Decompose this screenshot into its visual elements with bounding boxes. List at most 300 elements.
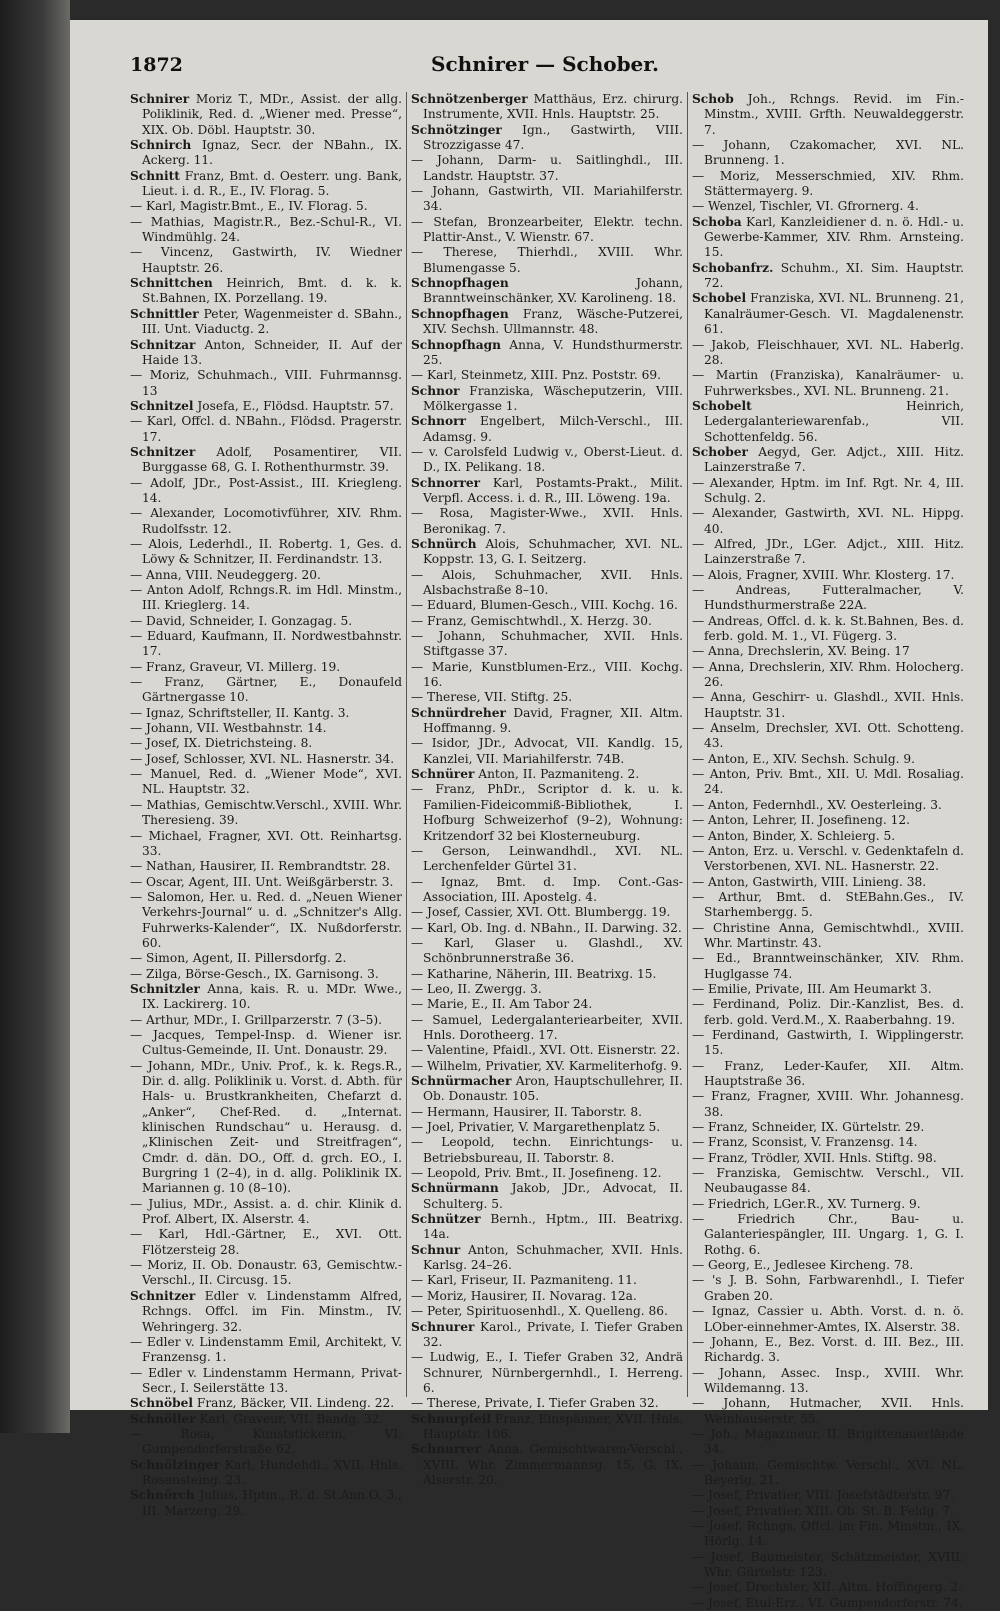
directory-entry (411, 1289, 683, 1304)
entry-text: — Christine Anna, Gemischtwhdl., XVIII. Whr. Martinstr. 43. (692, 920, 964, 950)
directory-entry (411, 368, 683, 383)
directory-entry (130, 798, 402, 829)
entry-text: — Anton, E., XIV. Sechsh. Schulg. 9. (692, 751, 916, 766)
entry-text: — Josef, Baumeister, Schätzmeister, XVIII. Whr. Gürtelstr. 123. (692, 1549, 964, 1579)
directory-entry (130, 1396, 402, 1411)
entry-surname: Schnirch (130, 138, 192, 153)
entry-text: — Anton, Erz. u. Verschl. v. Gedenktafeln d. Verstorbenen, XVI. NL. Hasnerstr. 22. (692, 843, 964, 874)
entry-text: — Oscar, Agent, III. Unt. Weißgärberstr. 3. (130, 874, 394, 889)
entry-surname: Schnorr (411, 414, 466, 429)
entry-text: — David, Schneider, I. Gonzagag. 5. (130, 613, 353, 628)
directory-entry (411, 1059, 683, 1074)
entry-text: — Wilhelm, Privatier, XV. Karmeliterhofg. 9. (411, 1058, 683, 1073)
entry-text: — Hermann, Hausirer, II. Taborstr. 8. (411, 1104, 642, 1119)
directory-entry (411, 445, 683, 476)
directory-entry (692, 476, 964, 507)
directory-entry (411, 245, 683, 276)
directory-entry (692, 1151, 964, 1166)
directory-entry (411, 936, 683, 967)
directory-entry (411, 1105, 683, 1120)
directory-entry (411, 92, 683, 123)
entry-text: — Franz, Trödler, XVII. Hnls. Stiftg. 98. (692, 1150, 937, 1165)
entry-text: — Joh., Magazineur, II. Brigittenauerlände 34. (692, 1426, 964, 1457)
entry-text: — Karl, Offcl. d. NBahn., Flödsd. Pragerstr. 17. (130, 414, 402, 444)
directory-entry (130, 445, 402, 476)
directory-entry (411, 215, 683, 246)
entry-text: Aron, Hauptschullehrer, II. Ob. Donaustr. 105. (423, 1074, 683, 1104)
directory-entry (130, 982, 402, 1013)
directory-entry (411, 1212, 683, 1243)
entry-text: Heinrich, Bmt. d. k. k. St.Bahnen, IX. Porzellang. 19. (142, 276, 403, 306)
entry-surname: Schnürmann (411, 1181, 499, 1196)
entry-surname: Schnorrer (411, 475, 481, 490)
entry-text: — Anton, Lehrer, II. Josefineng. 12. (692, 813, 911, 828)
book-spine-shadow (0, 0, 70, 1433)
entry-text: — Josef, Cassier, XVI. Ott. Blumbergg. 19. (411, 905, 671, 920)
directory-entry (130, 890, 402, 951)
entry-surname: Schnittchen (130, 276, 213, 291)
entry-text: Franz, Bmt. d. Oesterr. ung. Bank, Lieut. i. d. R., E., IV. Florag. 5. (142, 168, 403, 199)
entry-text: — Arthur, MDr., I. Grillparzerstr. 7 (3–5). (130, 1012, 383, 1027)
directory-entry (692, 537, 964, 568)
entry-text: — Anton, Gastwirth, VIII. Linieng. 38. (692, 874, 927, 889)
entry-text: — Johann, Gastwirth, VII. Mariahilferstr. 34. (411, 184, 683, 214)
directory-entry (692, 875, 964, 890)
directory-entry (411, 307, 683, 338)
directory-entry (692, 1258, 964, 1273)
entry-text: — Marie, E., II. Am Tabor 24. (411, 997, 593, 1012)
entry-text: — Franz, Leder-Kaufer, XII. Altm. Hauptstraße 36. (692, 1058, 964, 1088)
column-3 (692, 92, 965, 1610)
entry-text: — Edler v. Lindenstamm Emil, Architekt, V. Franzensg. 1. (130, 1334, 402, 1365)
directory-entry (411, 338, 683, 369)
directory-entry (692, 1335, 964, 1366)
entry-text: — Rosa, Kunststickerin, VI. Gumpendorferstraße 62. (130, 1426, 402, 1457)
directory-entry (411, 629, 683, 660)
entry-text: — Rosa, Magister-Wwe., XVII. Hnls. Beronikag. 7. (411, 506, 683, 536)
directory-entry (130, 1412, 402, 1427)
directory-entry (692, 291, 964, 337)
entry-surname: Schnölzinger (130, 1457, 220, 1472)
entry-text: — Mathias, Magistr.R., Bez.-Schul-R., VI. Windmühlg. 24. (130, 214, 402, 245)
entry-surname: Schnürch (411, 536, 477, 551)
directory-entry (411, 276, 683, 307)
directory-entry (692, 829, 964, 844)
entry-text: — Isidor, JDr., Advocat, VII. Kandlg. 15, Kanzlei, VII. Mariahilferstr. 74B. (411, 736, 683, 766)
directory-entry (130, 307, 402, 338)
entry-text: Heinrich, Ledergalanteriewarenfab., VII. Schottenfeldg. 56. (704, 398, 964, 444)
directory-entry (692, 921, 964, 952)
entry-text: — Franziska, Gemischtw. Verschl., VII. Neubaugasse 84. (692, 1166, 964, 1196)
entry-text: — Michael, Fragner, XVI. Ott. Reinhartsg. 33. (130, 828, 402, 858)
directory-entry (692, 1580, 964, 1595)
entry-text: — Friedrich, LGer.R., XV. Turnerg. 9. (692, 1196, 921, 1211)
directory-entry (692, 199, 964, 214)
entry-text: — Anna, Drechslerin, XIV. Rhm. Holocherg. 26. (692, 659, 964, 690)
entry-text: Edler v. Lindenstamm Alfred, Rchngs. Offcl. im Fin. Minstm., IV. Wehringerg. 32. (142, 1288, 403, 1334)
entry-text: — Stefan, Bronzearbeiter, Elektr. techn. Plattir-Anst., V. Wienstr. 67. (411, 214, 683, 245)
entry-text: — Adolf, JDr., Post-Assist., III. Kriegleng. 14. (130, 475, 402, 505)
entry-surname: Schnürer (411, 767, 475, 782)
entry-text: Julius, Hptm., R. d. St.Ann.O. 3., III. Marzerg. 29. (142, 1488, 403, 1518)
directory-entry (130, 1366, 402, 1397)
entry-text: — Franz, Gemischtwhdl., X. Herzg. 30. (411, 613, 652, 628)
entry-text: — Alfred, JDr., LGer. Adjct., XIII. Hitz. Lainzerstraße 7. (692, 536, 964, 567)
entry-text: — Leopold, Priv. Bmt., II. Josefineng. 12. (411, 1166, 662, 1181)
directory-entry (692, 568, 964, 583)
entry-surname: Schnötzenberger (411, 92, 528, 106)
entry-surname: Schobanfrz. (692, 260, 774, 275)
entry-text: Karl, Kanzleidiener d. n. ö. Hdl.- u. Gewerbe-Kammer, XIV. Rhm. Arnsteing. 15. (704, 214, 964, 260)
directory-entry (692, 1596, 964, 1611)
directory-entry (692, 169, 964, 200)
entry-text: — Johann, MDr., Univ. Prof., k. k. Regs.R., Dir. d. allg. Poliklinik u. Vorst. d. Abth. für Hals- u. Brustkrankheiten, Chefarzt d. „Anker“, Chef-Red. d. „Internat. klinischen Rundschau“ u. Herausg. d. „Klinischen Zeit- und Streitfragen“, Cmdr. d. dän. DO., Off. d. grch. EO., I. Burgring 1 (2–4), in d. allg. Poliklinik IX. Mariannen g. 10 (8–10). (130, 1058, 402, 1196)
entry-text: — Franz, Sconsist, V. Franzensg. 14. (692, 1135, 918, 1150)
directory-entry (411, 184, 683, 215)
entry-text: — Alois, Lederhdl., II. Robertg. 1, Ges. d. Löwy & Schnitzer, II. Ferdinandstr. 13. (130, 536, 402, 567)
directory-entry (411, 1013, 683, 1044)
directory-entry (130, 1335, 402, 1366)
entry-text: — Therese, Private, I. Tiefer Graben 32. (411, 1396, 659, 1411)
directory-entry (411, 1273, 683, 1288)
entry-text: — Alois, Schuhmacher, XVII. Hnls. Alsbachstraße 8–10. (411, 567, 683, 597)
entry-text: — Georg, E., Jedlesee Kircheng. 78. (692, 1258, 914, 1273)
directory-entry (130, 1227, 402, 1258)
directory-entry (692, 1304, 964, 1335)
entry-surname: Schnitt (130, 168, 180, 183)
directory-entry (130, 399, 402, 414)
entry-text: — Anna, Geschirr- u. Glashdl., XVII. Hnls. Hauptstr. 31. (692, 690, 964, 720)
directory-entry (692, 1059, 964, 1090)
entry-surname: Schnur (411, 1242, 461, 1257)
entry-text: — Moriz, Schuhmach., VIII. Fuhrmannsg. 13 (130, 368, 402, 398)
directory-entry (692, 1273, 964, 1304)
directory-entry (411, 875, 683, 906)
directory-entry (411, 598, 683, 613)
entry-text: Franz, Wäsche-Putzerei, XIV. Sechsh. Ullmannstr. 48. (423, 306, 683, 337)
directory-entry (130, 568, 402, 583)
entry-text: — Ed., Branntweinschänker, XIV. Rhm. Huglgasse 74. (692, 951, 964, 981)
entry-text: — Eduard, Kaufmann, II. Nordwestbahnstr. 17. (130, 629, 402, 659)
entry-surname: Schnörch (130, 1488, 195, 1503)
entry-text: — Ignaz, Schriftsteller, II. Kantg. 3. (130, 705, 350, 720)
entry-text: — Moriz, Hausirer, II. Novarag. 12a. (411, 1288, 637, 1303)
entry-surname: Schnitzel (130, 398, 194, 413)
entry-surname: Schober (692, 444, 748, 459)
entry-text: — Anton, Binder, X. Schleierg. 5. (692, 828, 896, 843)
directory-entry (411, 123, 683, 154)
entry-text: — v. Carolsfeld Ludwig v., Oberst-Lieut. d. D., IX. Pelikang. 18. (411, 444, 683, 475)
entry-text: Franz, Bäcker, VII. Lindeng. 22. (196, 1396, 395, 1411)
directory-entry (411, 967, 683, 982)
directory-entry (692, 368, 964, 399)
directory-entry (692, 644, 964, 659)
entry-text: — Alois, Fragner, XVIII. Whr. Klosterg. 17. (692, 567, 955, 582)
entry-text: — Simon, Agent, II. Pillersdorfg. 2. (130, 951, 347, 966)
entry-text: Adolf, Posamentirer, VII. Burggasse 68, G. I. Rothenthurmstr. 39. (142, 444, 403, 475)
entry-text: — Jakob, Fleischhauer, XVI. NL. Haberlg. 28. (692, 337, 964, 367)
running-head: Schnirer — Schober. (431, 52, 659, 76)
entry-surname: Schoba (692, 214, 742, 229)
entry-text: — Marie, Kunstblumen-Erz., VIII. Kochg. 16. (411, 659, 683, 690)
entry-text: Peter, Wagenmeister d. SBahn., III. Unt. Viaductg. 2. (142, 306, 402, 337)
entry-surname: Schnürmacher (411, 1074, 512, 1088)
directory-entry (130, 245, 402, 276)
entry-text: — Anna, VIII. Neudeggerg. 20. (130, 567, 321, 582)
directory-entry (692, 1028, 964, 1059)
entry-text: — Arthur, Bmt. d. StEBahn.Ges., IV. Starhembergg. 5. (692, 889, 964, 920)
directory-entry (411, 1350, 683, 1396)
directory-entry (692, 1166, 964, 1197)
entry-surname: Schnurer (411, 1319, 475, 1334)
directory-entry (692, 1550, 964, 1581)
directory-entry (411, 1412, 683, 1443)
directory-entry (130, 583, 402, 614)
directory-entry (130, 1059, 402, 1197)
entry-text: Bernh., Hptm., III. Beatrixg. 14a. (423, 1212, 684, 1242)
entry-text: — Alexander, Gastwirth, XVI. NL. Hippg. 40. (692, 506, 964, 536)
directory-entry (692, 951, 964, 982)
entry-text: — Franz, Graveur, VI. Millerg. 19. (130, 659, 341, 674)
directory-entry (692, 798, 964, 813)
directory-entry (411, 982, 683, 997)
entry-surname: Schnötzinger (411, 122, 502, 137)
entry-text: — Friedrich Chr., Bau- u. Galanteriespängler, III. Ungarg. 1, G. I. Rothg. 6. (692, 1212, 964, 1257)
entry-text: Engelbert, Milch-Verschl., III. Adamsg. 9. (423, 414, 684, 444)
directory-entry (130, 660, 402, 675)
entry-text: — Julius, MDr., Assist. a. d. chir. Klinik d. Prof. Albert, IX. Alserstr. 4. (130, 1196, 402, 1227)
directory-entry (411, 384, 683, 415)
entry-text: David, Fragner, XII. Altm. Hoffmanng. 9. (423, 705, 683, 736)
directory-entry (411, 1043, 683, 1058)
directory-page (70, 20, 988, 1610)
entry-text: Ign., Gastwirth, VIII. Strozzigasse 47. (423, 122, 683, 153)
entry-text: — Josef, IX. Dietrichsteing. 8. (130, 736, 313, 751)
directory-entry (411, 767, 683, 782)
directory-entry (130, 829, 402, 860)
directory-entry (692, 1488, 964, 1503)
page-header (130, 50, 960, 84)
entry-surname: Schobel (692, 291, 747, 306)
entry-text: — Anton Adolf, Rchngs.R. im Hdl. Minstm., III. Krieglerg. 14. (130, 583, 402, 613)
directory-entry (130, 967, 402, 982)
directory-entry (692, 261, 964, 292)
entry-text: — Salomon, Her. u. Red. d. „Neuen Wiener Verkehrs-Journal“ u. d. „Schnitzer's Allg. Fuhrwerks-Kalender“, IX. Nußdorferstr. 60. (130, 889, 402, 950)
directory-entry (692, 445, 964, 476)
entry-text: — Samuel, Ledergalanteriearbeiter, XVII. Hnls. Dorotheerg. 17. (411, 1012, 683, 1042)
directory-entry (130, 138, 402, 169)
entry-text: — Josef, Privatier, VIII. Josefstädterstr. 97. (692, 1488, 955, 1503)
entry-text: — Peter, Spirituosenhdl., X. Quelleng. 86. (411, 1304, 668, 1319)
entry-text: — Wenzel, Tischler, VI. Gfrornerg. 4. (692, 199, 919, 214)
entry-text: — Josef, Privatier, XIII. Ob. St. B. Feldg. 7. (692, 1503, 954, 1518)
page-number: 1872 (130, 54, 183, 76)
directory-entry (411, 153, 683, 184)
entry-text: — Franz, Gärtner, E., Donaufeld Gärtnergasse 10. (130, 675, 402, 705)
directory-entry (692, 1197, 964, 1212)
entry-surname: Schnitzler (130, 981, 200, 996)
entry-text: — Edler v. Lindenstamm Hermann, Privat-Secr., I. Seilerstätte 13. (130, 1365, 402, 1395)
entry-text: Anton, II. Pazmaniteng. 2. (478, 767, 640, 782)
directory-entry (411, 414, 683, 445)
entry-text: — Vincenz, Gastwirth, IV. Wiedner Hauptstr. 26. (130, 245, 402, 275)
column-1 (130, 92, 403, 1518)
directory-entry (411, 476, 683, 507)
entry-surname: Schnützer (411, 1212, 481, 1227)
directory-entry (130, 338, 402, 369)
directory-entry (692, 844, 964, 875)
directory-entry (692, 1427, 964, 1458)
entry-text: — Therese, VII. Stiftg. 25. (411, 690, 573, 705)
entry-text: — Nathan, Hausirer, II. Rembrandtstr. 28. (130, 859, 391, 874)
directory-entry (130, 951, 402, 966)
entry-text: Anna, V. Hundsthurmerstr. 25. (423, 337, 684, 367)
entry-surname: Schnittler (130, 306, 199, 321)
entry-surname: Schnitzar (130, 337, 196, 352)
directory-entry (692, 890, 964, 921)
directory-entry (411, 1074, 683, 1105)
entry-text: — Ignaz, Cassier u. Abth. Vorst. d. n. ö. LOber-einnehmer-Amtes, IX. Alserstr. 38. (692, 1304, 964, 1334)
directory-entry (692, 1366, 964, 1397)
entry-text: — Zilga, Börse-Gesch., IX. Garnisong. 3. (130, 966, 379, 981)
entry-text: — Karl, Ob. Ing. d. NBahn., II. Darwing. 32. (411, 920, 682, 935)
entry-text: — Martin (Franziska), Kanalräumer- u. Fuhrwerksbes., XVI. NL. Brunneng. 21. (692, 368, 964, 398)
directory-entry (130, 537, 402, 568)
entry-text: — Moriz, II. Ob. Donaustr. 63, Gemischtw.-Verschl., II. Circusg. 15. (130, 1258, 402, 1288)
directory-entry (130, 859, 402, 874)
entry-text: Karol., Private, I. Tiefer Graben 32. (423, 1319, 684, 1349)
entry-text: — Katharine, Näherin, III. Beatrixg. 15. (411, 966, 657, 981)
entry-text: — Ferdinand, Poliz. Dir.-Kanzlist, Bes. d. ferb. gold. Verd.M., X. Raaberbahng. 19. (692, 997, 964, 1027)
entry-text: Karl, Hundehdl., XVII. Hnls. Rosensteing. 23. (142, 1457, 403, 1487)
directory-entry (692, 506, 964, 537)
entry-text: — Anna, Drechslerin, XV. Being. 17 (692, 644, 910, 659)
entry-surname: Schnopfhagn (411, 337, 501, 352)
directory-entry (692, 1135, 964, 1150)
entry-text: — Alexander, Hptm. im Inf. Rgt. Nr. 4, III. Schulg. 2. (692, 475, 964, 505)
entry-text: Franziska, Wäscheputzerin, VIII. Mölkergasse 1. (423, 383, 683, 413)
entry-text: — Emilie, Private, III. Am Heumarkt 3. (692, 981, 932, 996)
entry-text: — Karl, Friseur, II. Pazmaniteng. 11. (411, 1273, 637, 1288)
entry-text: — Eduard, Blumen-Gesch., VIII. Kochg. 16. (411, 598, 678, 613)
entry-text: — Manuel, Red. d. „Wiener Mode“, XVI. NL. Hauptstr. 32. (130, 767, 402, 797)
directory-entry (130, 1488, 402, 1519)
directory-entry (411, 1181, 683, 1212)
entry-text: — Leo, II. Zwergg. 3. (411, 981, 542, 996)
entry-text: — Anton, Priv. Bmt., XII. U. Mdl. Rosaliag. 24. (692, 767, 964, 797)
entry-text: Aegyd, Ger. Adjct., XIII. Hitz. Lainzerstraße 7. (704, 444, 965, 475)
entry-text: — Alexander, Locomotivführer, XIV. Rhm. Rudolfsstr. 12. (130, 506, 402, 536)
directory-entry (411, 690, 683, 705)
entry-text: Anton, Schneider, II. Auf der Haide 13. (142, 337, 402, 367)
directory-entry (692, 721, 964, 752)
directory-entry (692, 1120, 964, 1135)
directory-entry (411, 537, 683, 568)
directory-entry (692, 660, 964, 691)
column-divider-1 (406, 92, 407, 1397)
entry-text: — Joel, Privatier, V. Margarethenplatz 5. (411, 1120, 661, 1135)
entry-text: — Johann, Schuhmacher, XVII. Hnls. Stiftgasse 37. (411, 629, 683, 659)
entry-text: — Andreas, Futteralmacher, V. Hundsthurmerstraße 22A. (692, 583, 964, 613)
directory-entry (130, 169, 402, 200)
directory-entry (130, 675, 402, 706)
directory-entry (692, 138, 964, 169)
directory-entry (411, 844, 683, 875)
entry-text: — Ludwig, E., I. Tiefer Graben 32, Andrä Schnurer, Nürnbergernhdl., I. Herreng. 6. (411, 1350, 683, 1395)
directory-entry (692, 690, 964, 721)
directory-entry (130, 706, 402, 721)
directory-entry (130, 752, 402, 767)
directory-entry (130, 414, 402, 445)
directory-entry (411, 921, 683, 936)
directory-entry (692, 1396, 964, 1427)
entry-text: Franziska, XVI. NL. Brunneng. 21, Kanalräumer-Gesch. VI. Magdalenenstr. 61. (704, 291, 964, 337)
entry-surname: Schnirer (130, 92, 190, 106)
entry-text: Karl, Postamts-Prakt., Milit. Verpfl. Access. i. d. R., III. Löweng. 19a. (423, 475, 683, 505)
directory-entry (692, 982, 964, 997)
directory-entry (411, 997, 683, 1012)
entry-text: Joh., Rchngs. Revid. im Fin.-Minstm., XVIII. Grfth. Neuwaldeggerstr. 7. (704, 92, 964, 137)
entry-text: — Josef, Drechsler, XII. Altm. Hoffingerg. 2. (692, 1580, 963, 1595)
directory-entry (411, 660, 683, 691)
entry-text: — Franz, Schneider, IX. Gürtelstr. 29. (692, 1120, 925, 1135)
directory-entry (130, 629, 402, 660)
entry-text: — Johann, Hutmacher, XVII. Hnls. Weinhauserstr. 55. (692, 1396, 964, 1426)
directory-entry (130, 1197, 402, 1228)
directory-entry (130, 1258, 402, 1289)
entry-surname: Schnitzer (130, 444, 196, 459)
entry-text: — Karl, Steinmetz, XIII. Pnz. Poststr. 69. (411, 368, 661, 383)
entry-text: Franz, Einspänner, XVII. Hnls. Hauptstr. 106. (423, 1411, 683, 1441)
entry-text: — Johann, E., Bez. Vorst. d. III. Bez., III. Richardg. 3. (692, 1334, 964, 1365)
directory-entry (130, 1028, 402, 1059)
directory-entry (411, 1120, 683, 1135)
column-divider-2 (687, 92, 688, 1397)
directory-entry (130, 1013, 402, 1028)
entry-text: — Jacques, Tempel-Insp. d. Wiener isr. Cultus-Gemeinde, II. Unt. Donaustr. 29. (130, 1027, 402, 1058)
directory-entry (411, 506, 683, 537)
directory-entry (130, 875, 402, 890)
directory-entry (130, 736, 402, 751)
entry-surname: Schnurpfeil (411, 1411, 492, 1426)
directory-entry (130, 276, 402, 307)
directory-entry (130, 614, 402, 629)
column-2 (411, 92, 684, 1487)
entry-text: — Josef, Etui-Erz., VI. Gumpendorferstr. 74. (692, 1595, 963, 1610)
directory-entry (692, 1089, 964, 1120)
entry-text: Karl, Graveur, VII. Bandg. 32. (199, 1411, 384, 1426)
directory-entry (411, 614, 683, 629)
entry-text: — Karl, Hdl.-Gärtner, E., XVI. Ott. Flötzersteig 28. (130, 1227, 402, 1257)
entry-text: — Karl, Magistr.Bmt., E., IV. Florag. 5. (130, 199, 368, 214)
entry-text: — Mathias, Gemischtw.Verschl., XVIII. Whr. Theresieng. 39. (130, 797, 402, 828)
entry-text: Matthäus, Erz. chirurg. Instrumente, XVII. Hnls. Hauptstr. 25. (423, 92, 683, 122)
entry-text: — Franz, PhDr., Scriptor d. k. u. k. Familien-Fideicommiß-Bibliothek, I. Hofburg Schweizerhof (9–2), Wohnung: Kritzendorf 32 bei Klosterneuburg. (411, 782, 683, 843)
entry-text: Johann, Branntweinschänker, XV. Karolineng. 18. (423, 276, 683, 306)
entry-text: Alois, Schuhmacher, XVI. NL. Koppstr. 13, G. I. Seitzerg. (423, 536, 684, 567)
entry-text: — Johann, Gemischtw. Verschl., XVI. NL. Beyerlg. 21. (692, 1457, 964, 1487)
directory-entry (411, 736, 683, 767)
directory-entry (692, 338, 964, 369)
directory-entry (692, 813, 964, 828)
entry-text: — Ferdinand, Gastwirth, I. Wipplingerstr. 15. (692, 1027, 964, 1058)
directory-entry (130, 767, 402, 798)
entry-text: — Gerson, Leinwandhdl., XVI. NL. Lerchenfelder Gürtel 31. (411, 843, 683, 874)
entry-surname: Schnopfhagen (411, 306, 509, 321)
directory-entry (411, 706, 683, 737)
directory-entry (130, 215, 402, 246)
directory-entry (411, 905, 683, 920)
